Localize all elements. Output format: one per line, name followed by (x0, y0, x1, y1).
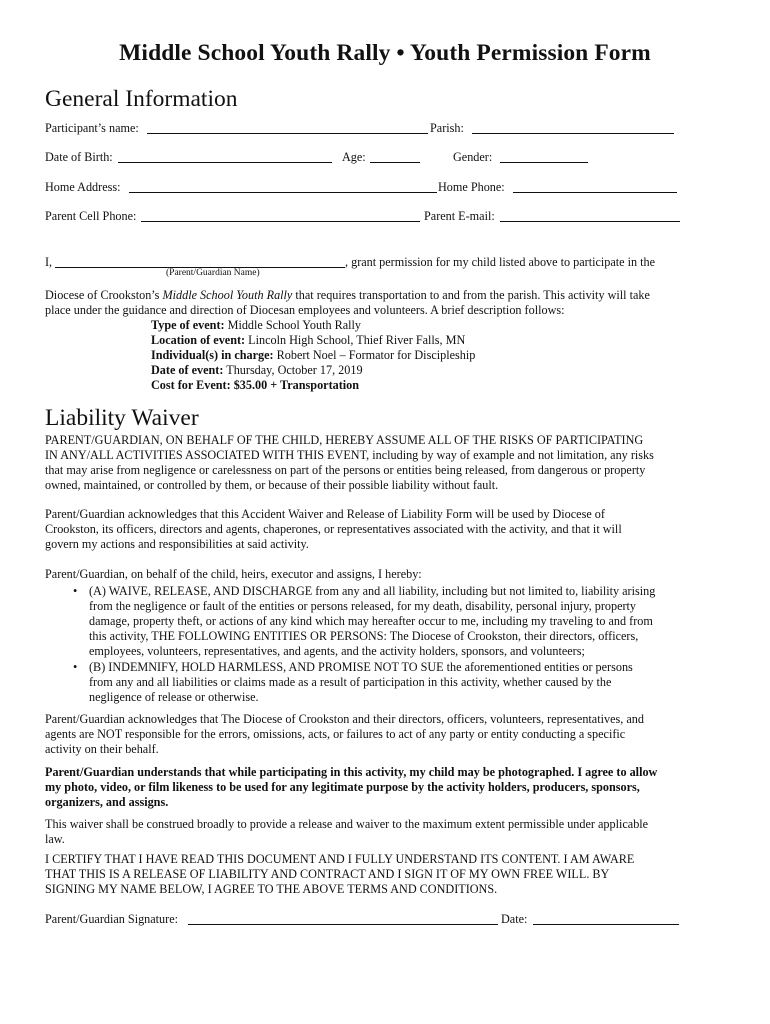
detail-value: Middle School Youth Rally (224, 318, 362, 332)
parent-email-label: Parent E-mail: (424, 209, 495, 223)
waiver-line: Parent/Guardian acknowledges that The Diocese of Crookston and their directors, officers, volunteers, representatives, and (45, 712, 644, 726)
waiver-paragraph-6 (45, 817, 695, 847)
date-of-birth-field[interactable] (118, 162, 332, 163)
signature-date-field[interactable] (533, 924, 679, 925)
detail-label: Date of event: (151, 363, 224, 377)
waiver-paragraph-1 (45, 433, 695, 493)
signature-date-label: Date: (501, 912, 528, 926)
permission-paragraph (45, 288, 695, 318)
waiver-paragraph-3 (45, 567, 695, 582)
signature-field[interactable] (188, 924, 498, 925)
gender-label: Gender: (453, 150, 493, 164)
waiver-certification (45, 852, 695, 897)
detail-value: Thursday, October 17, 2019 (223, 363, 363, 377)
form-title: Middle School Youth Rally • Youth Permission Form (119, 40, 651, 66)
waiver-line: This waiver shall be construed broadly to provide a release and waiver to the maximum extent permissible under applicable (45, 817, 649, 831)
date-of-birth-label: Date of Birth: (45, 150, 113, 164)
bullet-marker: • (73, 660, 78, 674)
parish-field[interactable] (472, 133, 674, 134)
permission-line: place under the guidance and direction of Diocesan employees and volunteers. A brief description follows: (45, 303, 565, 317)
waiver-line: law. (45, 832, 65, 846)
detail-label: Type of event: (151, 318, 225, 332)
permission-text: that requires transportation to and from the parish. This activity will take (292, 288, 650, 302)
waiver-line: govern my actions and responsibilities at said activity. (45, 537, 309, 551)
waiver-line: activity on their behalf. (45, 742, 159, 756)
permission-prefix: I, (45, 255, 53, 269)
waiver-line: I CERTIFY THAT I HAVE READ THIS DOCUMENT AND I FULLY UNDERSTAND ITS CONTENT. I AM AWARE (45, 852, 635, 866)
waiver-line: from the negligence or fault of the entities or persons released, for my death, disability, personal injury, property (89, 599, 637, 613)
waiver-line: owned, maintained, or controlled by them, or because of their possible liability without fault. (45, 478, 499, 492)
waiver-line: damage, property theft, or actions of any kind which may hereafter occur to me, including my traveling to and from (89, 614, 653, 628)
age-label: Age: (342, 150, 366, 164)
waiver-line: IN ANY/ALL ACTIVITIES ASSOCIATED WITH THIS EVENT, including by way of example and not limitation, any risks (45, 448, 654, 462)
waiver-line: SIGNING MY NAME BELOW, I AGREE TO THE ABOVE TERMS AND CONDITIONS. (45, 882, 498, 896)
event-details (151, 318, 475, 393)
waiver-line: negligence of release or otherwise. (89, 690, 259, 704)
waiver-line: from any and all liabilities or claims made as a result of participation in this activity, whether caused by the (89, 675, 612, 689)
waiver-photo-consent (45, 765, 695, 810)
waiver-line: Parent/Guardian, on behalf of the child, heirs, executor and assigns, I hereby: (45, 567, 422, 581)
waiver-bullet-a (89, 584, 655, 659)
waiver-line: THAT THIS IS A RELEASE OF LIABILITY AND CONTRACT AND I SIGN IT OF MY OWN FREE WILL. BY (45, 867, 610, 881)
permission-line (45, 288, 695, 303)
waiver-line: organizers, and assigns. (45, 795, 169, 809)
waiver-line: my photo, video, or film likeness to be used for any legitimate purpose by the activity holders, producers, sponsors, (45, 780, 640, 794)
age-field[interactable] (370, 162, 420, 163)
waiver-line: agents are NOT responsible for the errors, omissions, acts, or failures to act of any party or entity conducting a specific (45, 727, 626, 741)
detail-label: Cost for Event: $35.00 + Transportation (151, 378, 360, 392)
participant-name-label: Participant’s name: (45, 121, 139, 135)
parish-label: Parish: (430, 121, 464, 135)
waiver-bullet-b (89, 660, 633, 705)
home-phone-label: Home Phone: (438, 180, 505, 194)
parent-cell-phone-field[interactable] (141, 221, 420, 222)
event-individual-in-charge (151, 348, 475, 363)
event-name-italic: Middle School Youth Rally (162, 288, 293, 302)
event-cost (151, 378, 475, 393)
general-information-heading: General Information (45, 86, 238, 112)
event-date (151, 363, 475, 378)
waiver-line: Parent/Guardian understands that while participating in this activity, my child may be photographed. I agree to allow (45, 765, 658, 779)
waiver-paragraph-4 (45, 712, 695, 757)
home-phone-field[interactable] (513, 192, 677, 193)
signature-label: Parent/Guardian Signature: (45, 912, 179, 926)
detail-label: Individual(s) in charge: (151, 348, 274, 362)
waiver-line: (A) WAIVE, RELEASE, AND DISCHARGE from any and all liability, including but not limited to, liability arising (89, 584, 656, 598)
waiver-line: that may arise from negligence or carelessness on part of the persons or entities being released, from dangerous or property (45, 463, 646, 477)
permission-suffix: , grant permission for my child listed above to participate in the (345, 255, 656, 269)
waiver-line: Crookston, its officers, directors and agents, chaperones, or representatives associated with the activity, and that it will (45, 522, 622, 536)
event-location (151, 333, 475, 348)
bullet-marker: • (73, 584, 78, 598)
gender-field[interactable] (500, 162, 588, 163)
waiver-line: PARENT/GUARDIAN, ON BEHALF OF THE CHILD, HEREBY ASSUME ALL OF THE RISKS OF PARTICIPATING (45, 433, 644, 447)
waiver-line: (B) INDEMNIFY, HOLD HARMLESS, AND PROMISE NOT TO SUE the aforementioned entities or persons (89, 660, 633, 674)
permission-text: Diocese of Crookston’s (45, 288, 163, 302)
participant-name-field[interactable] (147, 133, 428, 134)
parent-cell-phone-label: Parent Cell Phone: (45, 209, 137, 223)
liability-waiver-heading: Liability Waiver (45, 405, 199, 431)
parent-guardian-name-caption: (Parent/Guardian Name) (166, 268, 260, 278)
detail-label: Location of event: (151, 333, 246, 347)
event-type (151, 318, 475, 333)
waiver-line: Parent/Guardian acknowledges that this Accident Waiver and Release of Liability Form will be used by Diocese of (45, 507, 605, 521)
home-address-field[interactable] (129, 192, 437, 193)
home-address-label: Home Address: (45, 180, 121, 194)
waiver-paragraph-2 (45, 507, 695, 552)
waiver-line: employees, volunteers, representatives, and agents, and the activity holders, sponsors, and volunteers; (89, 644, 585, 658)
detail-value: Robert Noel – Formator for Discipleship (273, 348, 476, 362)
parent-email-field[interactable] (500, 221, 680, 222)
detail-value: Lincoln High School, Thief River Falls, MN (245, 333, 466, 347)
waiver-line: this activity, THE FOLLOWING ENTITIES OR PERSONS: The Diocese of Crookston, their directors, officers, (89, 629, 639, 643)
